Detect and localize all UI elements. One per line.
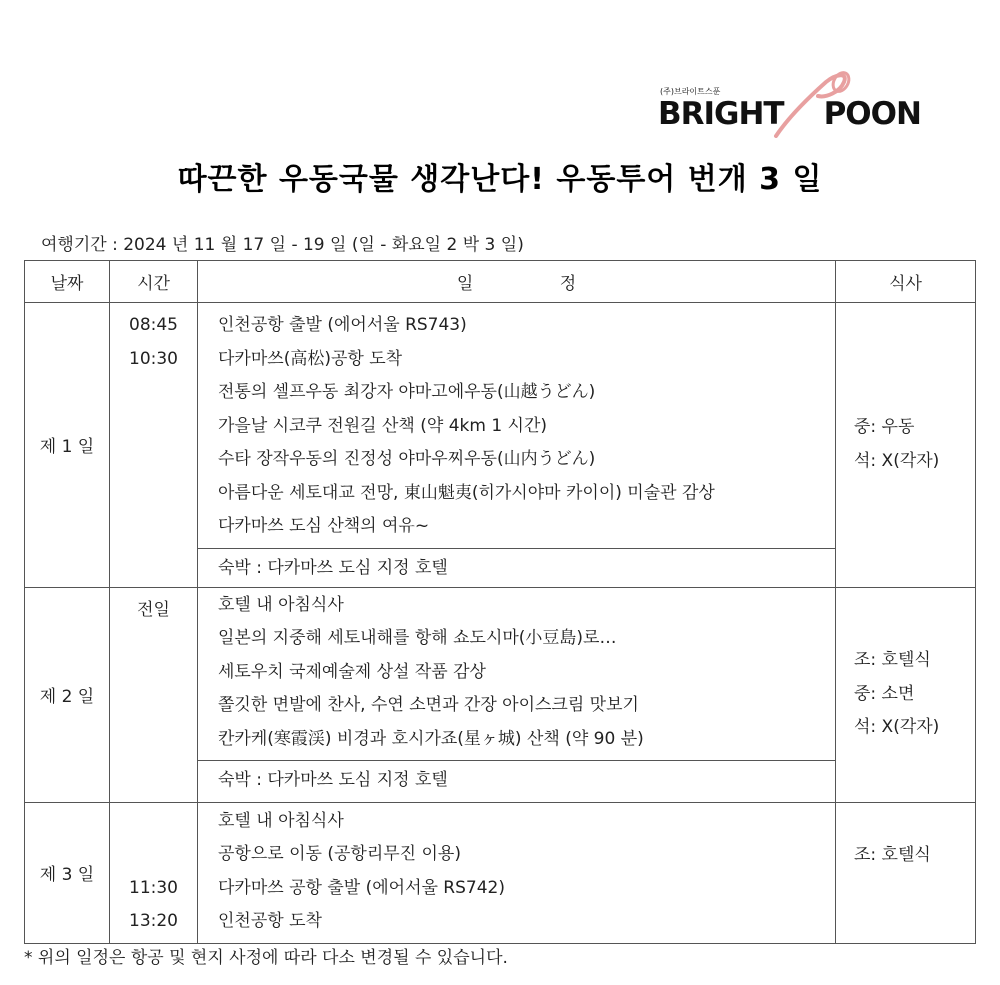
meal-cell xyxy=(836,802,976,943)
schedule-item: 호텔 내 아침식사 xyxy=(218,810,344,831)
schedule-cell xyxy=(198,587,836,802)
table-header-row xyxy=(25,261,976,303)
lodging-text: 숙박 : 다카마쓰 도심 지정 호텔 xyxy=(198,760,835,799)
time-text: 13:20 xyxy=(129,911,178,931)
header-meal: 식사 xyxy=(836,261,976,303)
header-day: 날짜 xyxy=(25,261,110,303)
schedule-item: 다카마쓰 도심 산책의 여유~ xyxy=(218,516,430,536)
schedule-item: 인천공항 출발 (에어서울 RS743) xyxy=(218,315,467,335)
schedule-item: 호텔 내 아침식사 xyxy=(218,594,344,615)
time-text xyxy=(110,805,197,839)
meal-text: 조: 호텔식 xyxy=(854,844,931,865)
schedule-item: 가을날 시코쿠 전원길 산책 (약 4km 1 시간) xyxy=(218,415,548,436)
table-row xyxy=(25,587,976,802)
meal-cell xyxy=(836,587,976,802)
schedule-item: 다카마쓰(高松)공항 도착 xyxy=(218,348,403,369)
time-cell xyxy=(110,802,198,943)
brightspoon-logo xyxy=(658,68,923,138)
logo-company-name: (주)브라이트스푼 xyxy=(660,87,721,96)
schedule-cell xyxy=(198,303,836,588)
meal-text: 석: X(각자) xyxy=(854,450,940,471)
day-label: 제 2 일 xyxy=(25,587,110,802)
schedule-item: 인천공항 도착 xyxy=(218,911,322,931)
travel-period: 여행기간 : 2024 년 11 월 17 일 - 19 일 (일 - 화요일 2 박 3 일) xyxy=(41,235,524,255)
meal-text: 중: 우동 xyxy=(854,417,915,438)
schedule-item: 아름다운 세토대교 전망, 東山魁夷(히가시야마 카이이) 미술관 감상 xyxy=(218,482,715,503)
time-text: 전일 xyxy=(137,599,170,620)
schedule-item: 칸카케(寒霞渓) 비경과 호시가죠(星ヶ城) 산책 (약 90 분) xyxy=(218,728,644,749)
schedule-item: 쫄깃한 면발에 찬사, 수연 소면과 간장 아이스크림 맛보기 xyxy=(218,695,639,715)
table-row xyxy=(25,802,976,943)
time-text: 11:30 xyxy=(129,877,178,898)
schedule-item: 공항으로 이동 (공항리무진 이용) xyxy=(218,844,461,864)
header-schedule: 일 정 xyxy=(198,261,836,303)
lodging-text: 숙박 : 다카마쓰 도심 지정 호텔 xyxy=(198,548,835,587)
meal-cell xyxy=(836,303,976,588)
table-row xyxy=(25,303,976,588)
schedule-item: 전통의 셀프우동 최강자 야마고에우동(山越うどん) xyxy=(218,382,596,402)
day-label: 제 3 일 xyxy=(25,802,110,943)
logo-brand-left: BRIGHT xyxy=(658,96,784,132)
logo-brand-right: POON xyxy=(823,96,921,132)
schedule-cell xyxy=(198,802,836,943)
time-text: 08:45 xyxy=(129,315,178,335)
day-label: 제 1 일 xyxy=(25,303,110,588)
footnote: * 위의 일정은 항공 및 현지 사정에 따라 다소 변경될 수 있습니다. xyxy=(24,948,508,968)
time-cell xyxy=(110,303,198,588)
schedule-item: 다카마쓰 공항 출발 (에어서울 RS742) xyxy=(218,877,505,898)
logo-brand-text xyxy=(658,96,921,132)
schedule-item: 일본의 지중해 세토내해를 항해 쇼도시마(小豆島)로… xyxy=(218,628,617,648)
schedule-item: 수타 장작우동의 진정성 야마우찌우동(山内うどん) xyxy=(218,449,596,469)
meal-text: 중: 소면 xyxy=(854,683,915,704)
itinerary-table xyxy=(24,260,976,944)
header-time: 시간 xyxy=(110,261,198,303)
time-cell xyxy=(110,587,198,802)
page-title: 따끈한 우동국물 생각난다! 우동투어 번개 3 일 xyxy=(177,162,823,197)
schedule-item: 세토우치 국제예술제 상설 작품 감상 xyxy=(218,661,486,682)
time-text xyxy=(110,838,197,872)
meal-text: 조: 호텔식 xyxy=(854,650,931,671)
meal-text: 석: X(각자) xyxy=(854,717,940,738)
time-text: 10:30 xyxy=(129,348,178,369)
